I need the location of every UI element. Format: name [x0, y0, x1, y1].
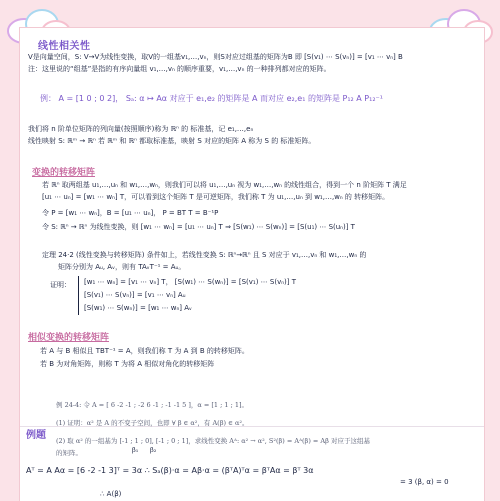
standard-matrix-line: 线性映射 S: ℝᵐ → ℝⁿ 若 ℝᵐ 和 ℝⁿ 都取标准基，映射 S 对应的矩阵 A 称为 S 的 标准矩阵。 — [28, 137, 316, 145]
similarity-line: 若 B 为对角矩阵，则称 T 为将 A 相似对角化的转移矩阵 — [40, 360, 215, 368]
section1-line: 令 S: ℝⁿ → ℝⁿ 为线性变换，则 [w₁ ⋯ wₙ] = [u₁ ⋯ uₙ] T ⇒ [S(w₁) ⋯ S(wₙ)] = [S(u₁) ⋯ S(uₙ)] T — [42, 223, 355, 231]
section1-line: 若 ℝⁿ 取两组基 u₁,…,uₙ 和 w₁,…,wₙ，则我们可以将 u₁,…,uₙ 视为 w₁,…,wₙ 的线性组合，得到一个 n 阶矩阵 T 满足 — [42, 181, 407, 189]
section-transfer-matrix-title: 变换的转移矩阵 — [32, 168, 96, 178]
proof-line: [S(w₁) ⋯ S(wₙ)] = [w₁ ⋯ wₙ] Aᵥ — [84, 304, 192, 312]
problem-statement: 例 24-4: 令 A = [ 6 -2 -1 ; -2 6 -1 ; -1 -1 5 ]，α = [1 ; 1 ; 1]。 — [56, 401, 248, 409]
section1-line: [u₁ ⋯ uₙ] = [w₁ ⋯ wₙ] T，可以看到这个矩阵 T 是可逆矩阵，我们称 T 为 u₁,…,uₙ 到 w₁,…,wₙ 的 转移矩阵。 — [42, 193, 390, 201]
answer-note: ∴ A(β) — [100, 490, 122, 498]
proof-label: 证明： — [50, 281, 71, 289]
proof-block — [78, 276, 296, 315]
question-1: (1) 证明：α² 是 A 的不变子空间，也即 ∀ β ∈ α²，有 A(β) ∈ α²。 — [56, 419, 249, 427]
basis-label: β₂ — [150, 446, 157, 454]
answer-line-2: = 3 (β, α) = 0 — [400, 478, 449, 486]
theorem-line: 矩阵分别为 Aᵤ, Aᵥ，则有 TAᵥT⁻¹ = Aᵤ。 — [58, 263, 186, 271]
note-line: 注：这里说的“组基”是指的有序向量组 v₁,…,vₙ 的顺序重要，v₁,…,vₙ 的一种排列都对应的矩阵。 — [28, 65, 331, 73]
definition-line: V是向量空间，S: V→V为线性变换，取V的一组基v₁,…,vₙ，则S对应过组基的矩阵为B 即 [S(v₁) ⋯ S(vₙ)] = [v₁ ⋯ vₙ] B — [28, 53, 403, 61]
note-page — [20, 28, 484, 501]
proof-line: [S(v₁) ⋯ S(vₙ)] = [v₁ ⋯ vₙ] Aᵤ — [84, 291, 186, 299]
example-line: 例： A = [1 0 ; 0 2]， Sₐ: α ↦ Aα 对应于 e₁,e₂ 的矩阵是 A 而对应 e₂,e₁ 的矩阵是 P₁₂ A P₁₂⁻¹ — [40, 94, 383, 103]
problem-title: 例题 — [26, 430, 46, 441]
section-similarity-title: 相似变换的转移矩阵 — [28, 333, 110, 343]
basis-label: β₁ — [132, 446, 139, 454]
standard-basis-line: 我们将 n 阶单位矩阵的列向量(按照顺序)称为 ℝⁿ 的 标准基，记 e₁,…,eₙ — [28, 125, 254, 133]
section1-line: 令 P = [w₁ ⋯ wₙ]，B = [u₁ ⋯ uₙ]， P = BT T = B⁻¹P — [42, 209, 219, 217]
proof-line: [w₁ ⋯ wₙ] = [v₁ ⋯ vₙ] T， [S(w₁) ⋯ S(wₙ)] = [S(v₁) ⋯ S(vₙ)] T — [84, 278, 296, 286]
similarity-line: 若 A 与 B 相似且 TBT⁻¹ = A，则我们称 T 为 A 到 B 的转移矩阵。 — [40, 347, 249, 355]
question-2-continued: 的矩阵。 — [56, 449, 82, 457]
question-2: (2) 取 α² 的一组基为 [-1 ; 1 ; 0], [-1 ; 0 ; 1]，求线性变换 Aᴬ: α² → α², S²(β) = Aᴬ(β) = Aβ 对应于这组基 — [56, 437, 370, 445]
theorem-line: 定理 24·2 (线性变换与转移矩阵) 条件如上，若线性变换 S: ℝⁿ→ℝⁿ 且 S 对应于 v₁,…,vₙ 和 w₁,…,wₙ 的 — [42, 251, 367, 259]
page-title: 线性相关性 — [38, 41, 91, 52]
answer-line: Aᵀ = A Aα = [6 -2 -1 3]ᵀ = 3α ∴ Sₐ(β)·α = Aβ·α = (βᵀA)ᵀα = βᵀAα = βᵀ 3α — [26, 466, 314, 475]
